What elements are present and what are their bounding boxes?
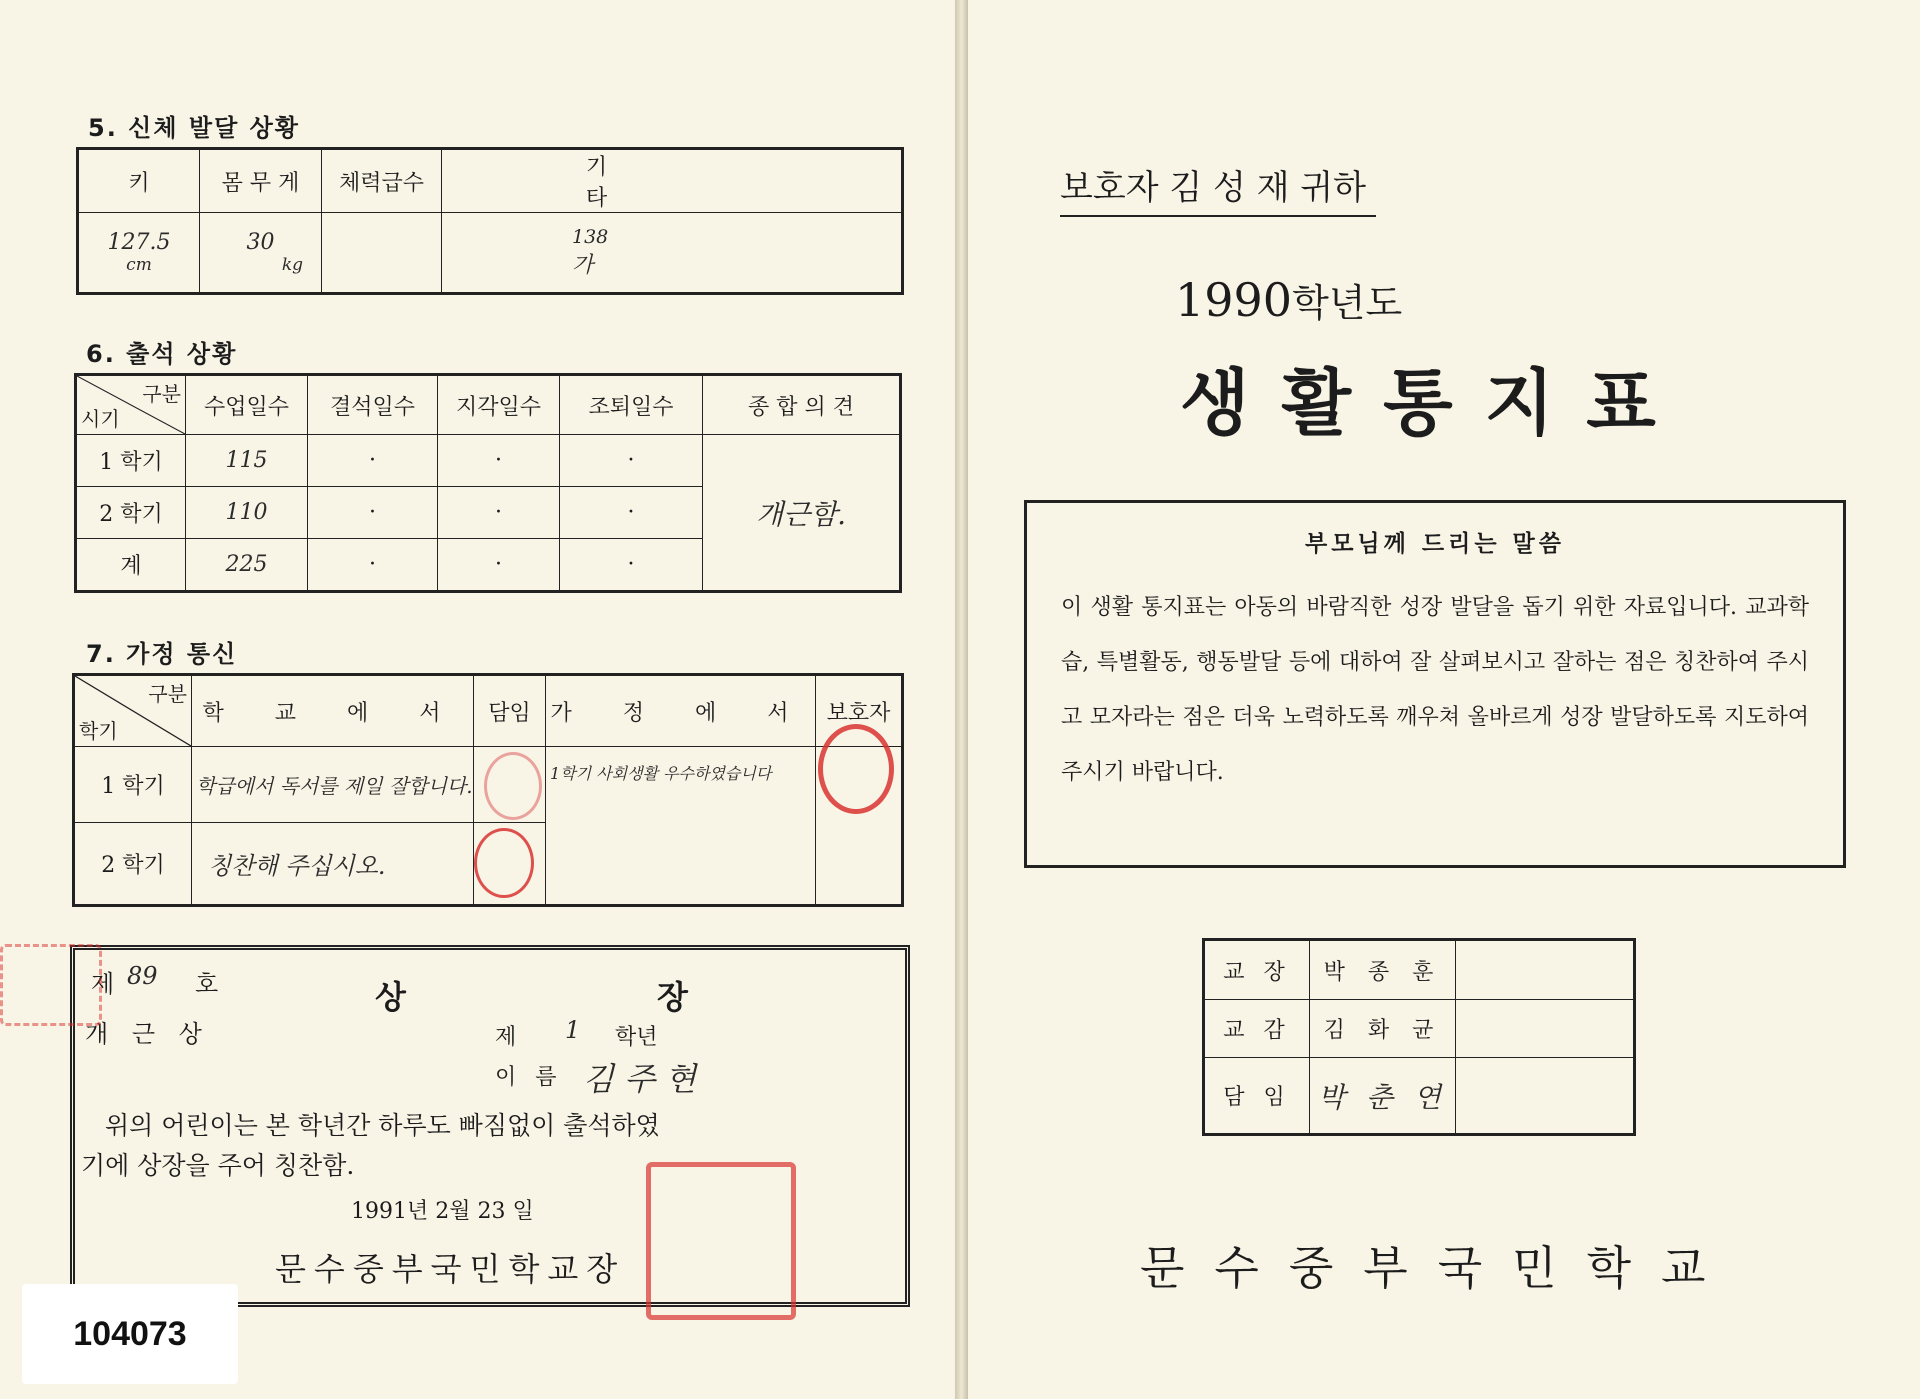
report-card-title: 생활통지표: [1180, 361, 1688, 445]
header-late-days: 지각일수: [438, 375, 560, 435]
weight-value: 30: [246, 230, 275, 255]
term1-absent: ·: [308, 435, 438, 487]
section-6-title: 6. 출석 상황: [86, 340, 238, 368]
principal-signature-cell: [1456, 940, 1635, 1000]
book-spine: [955, 0, 968, 1399]
total-absent: ·: [308, 538, 438, 591]
principal-name: 박 종 훈: [1310, 940, 1456, 1000]
award-kind: 개 근 상: [85, 1020, 210, 1048]
award-number: 89: [127, 962, 158, 990]
weight-unit: kg: [281, 255, 303, 275]
other-value-2: 가: [572, 253, 594, 278]
term2-late: ·: [438, 486, 560, 538]
corner-label-term: 학기: [79, 719, 118, 743]
award-body-line1: 위의 어린이는 본 학년간 하루도 빠짐없이 출석하였: [105, 1111, 660, 1140]
message-body: 이 생활 통지표는 아동의 바람직한 성장 발달을 돕기 위한 자료입니다. 교과학습, 특별활동, 행동발달 등에 대하여 잘 살펴보시고 잘하는 점은 칭찬하여 주시고 모자라는 점은 더욱 노력하도록 깨우쳐 올바르게 성장 발달하도록 지도하여 주시기 바랍니다.: [1061, 595, 1809, 785]
header-fitness: 체력급수: [322, 149, 442, 213]
height-unit: cm: [126, 255, 152, 275]
student-name: 김 주 현: [583, 1060, 697, 1098]
term1-school-comment: 학급에서 독서를 제일 잘합니다.: [192, 747, 474, 823]
corner-label-category: 구분: [148, 682, 187, 706]
fitness-value: [322, 213, 442, 294]
header-class-days: 수업일수: [186, 375, 308, 435]
award-date: 1991년 2월 23 일: [351, 1199, 534, 1224]
header-absent-days: 결석일수: [308, 375, 438, 435]
row-label-term2: 2 학기: [76, 486, 186, 538]
homeroom-role: 담 임: [1204, 1058, 1310, 1135]
award-number-prefix: 제: [91, 970, 115, 998]
header-other: 기 타: [442, 149, 903, 213]
term2-school-comment: 칭찬해 주십시오.: [192, 823, 474, 906]
school-year-suffix: 학년도: [1292, 281, 1403, 325]
other-cell: [442, 213, 903, 294]
row-label-term1: 1 학기: [76, 435, 186, 487]
row-label-total: 계: [76, 538, 186, 591]
principal-seal-stamp: [646, 1162, 796, 1320]
section-7-title: 7. 가정 통신: [86, 640, 238, 668]
section-5-title: 5. 신체 발달 상황: [88, 114, 300, 142]
attendance-table: [74, 373, 902, 593]
overall-opinion: 개근함.: [703, 435, 901, 592]
header-weight: 몸 무 게: [200, 149, 322, 213]
homeroom-name: 박 춘 연: [1310, 1058, 1456, 1135]
height-cell: [78, 213, 200, 294]
term1-early: ·: [560, 435, 703, 487]
message-heading: 부모님께 드리는 말씀: [1305, 531, 1565, 557]
row-label-term1: 1 학기: [74, 747, 192, 823]
school-year-number: 1990: [1175, 273, 1293, 327]
faded-corner-stamp: [0, 944, 102, 1026]
staff-signature-table: [1202, 938, 1636, 1136]
corner-label-period: 시기: [81, 407, 120, 431]
total-early: ·: [560, 538, 703, 591]
header-early-leave-days: 조퇴일수: [560, 375, 703, 435]
total-class-days: 225: [186, 538, 308, 591]
grade-prefix: 제: [495, 1025, 517, 1050]
weight-cell: [200, 213, 322, 294]
vice-principal-role: 교 감: [1204, 1000, 1310, 1058]
header-from-school: 학 교 에 서: [192, 675, 474, 747]
communication-corner-cell: [74, 675, 192, 747]
guardian-line: 보호자 김 성 재 귀하: [1060, 160, 1376, 217]
term2-absent: ·: [308, 486, 438, 538]
term1-late: ·: [438, 435, 560, 487]
header-guardian: 보호자: [816, 675, 903, 747]
award-issuer: 문수중부국민학교장: [275, 1250, 626, 1288]
school-year: [1175, 272, 1402, 327]
attendance-corner-cell: [76, 375, 186, 435]
term1-class-days: 115: [186, 435, 308, 487]
name-label: 이 름: [495, 1065, 563, 1090]
award-body-line2: 기에 상장을 주어 칭찬함.: [81, 1151, 355, 1180]
term2-early: ·: [560, 486, 703, 538]
grade-suffix: 학년: [615, 1025, 658, 1050]
corner-label-category: 구분: [142, 382, 181, 406]
grade-value: 1: [565, 1016, 581, 1044]
header-from-home: 가 정 에 서: [546, 675, 816, 747]
total-late: ·: [438, 538, 560, 591]
height-value: 127.5: [107, 230, 171, 255]
home-comment: 1학기 사회생활 우수하였습니다: [546, 747, 816, 906]
award-number-suffix: 호: [195, 970, 219, 998]
header-height: 키: [78, 149, 200, 213]
award-title: 상 장: [375, 978, 808, 1016]
vice-principal-signature-cell: [1456, 1000, 1635, 1058]
message-to-parents-box: [1024, 500, 1846, 868]
teacher-seal-stamp-1: [484, 752, 542, 820]
header-overall-opinion: 종 합 의 견: [703, 375, 901, 435]
body-development-table: [76, 147, 904, 295]
teacher-seal-stamp-2: [474, 828, 534, 898]
row-label-term2: 2 학기: [74, 823, 192, 906]
guardian-seal-stamp: [818, 724, 894, 814]
other-value-1: 138: [572, 226, 609, 248]
archive-id-tag: 104073: [22, 1284, 238, 1384]
school-name: 문수중부국민학교: [1140, 1241, 1736, 1295]
vice-principal-name: 김 화 균: [1310, 1000, 1456, 1058]
principal-role: 교 장: [1204, 940, 1310, 1000]
homeroom-signature-cell: [1456, 1058, 1635, 1135]
term2-class-days: 110: [186, 486, 308, 538]
header-homeroom-teacher: 담임: [474, 675, 546, 747]
